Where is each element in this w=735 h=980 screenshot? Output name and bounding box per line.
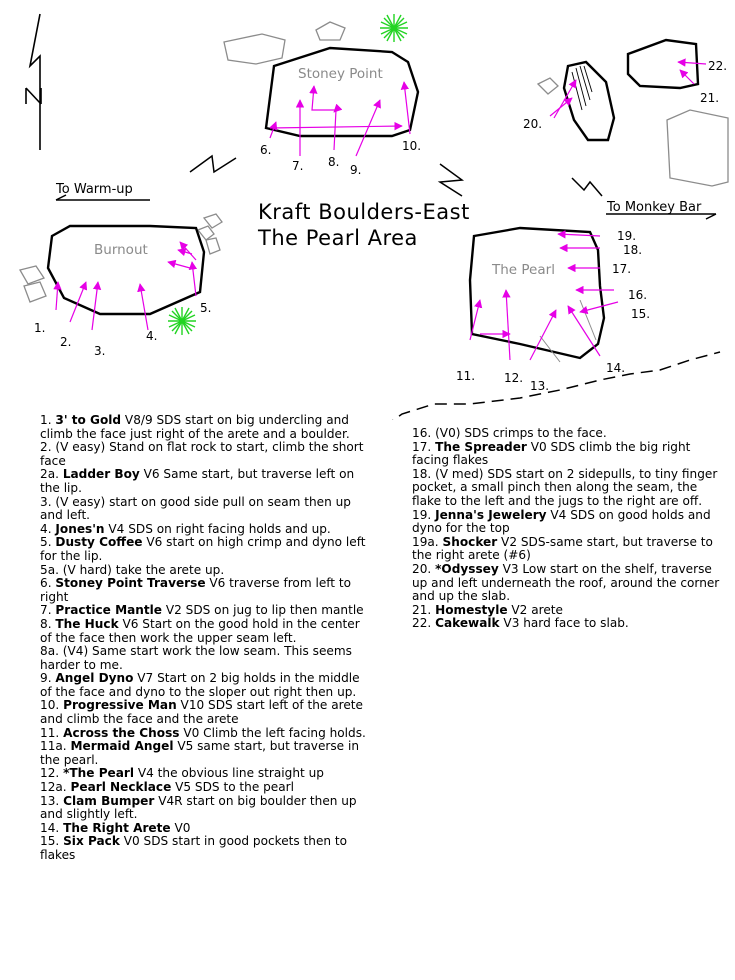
route-entry-desc: V0 Climb the left facing holds. <box>179 725 366 740</box>
cakewalk-boulder <box>628 40 698 88</box>
route-entry <box>412 441 728 468</box>
route-entry <box>40 564 366 578</box>
odyssey-shelf-hatching <box>572 66 592 110</box>
route-entry-name: Clam Bumper <box>63 793 155 808</box>
route-label: 6. <box>260 143 272 157</box>
route-entry-desc: V10 SDS start left of the arete and climb the face and the arete <box>40 698 363 727</box>
route-label: 14. <box>606 361 626 375</box>
route-entry-desc: V0 SDS start in good pockets then to flakes <box>40 834 348 862</box>
route-entry-desc: V6 Start on the good hold in the center of the face then work the upper seam left. <box>40 616 360 645</box>
route-label: 13. <box>530 379 550 393</box>
minor-rocks <box>20 22 728 302</box>
bush-icon <box>380 14 408 42</box>
route-label: 1. <box>34 321 46 335</box>
route-entry-number: 4. <box>40 521 52 536</box>
route-label: 7. <box>292 159 304 173</box>
route-entry-desc: V6 Same start, but traverse left on the lip. <box>40 467 355 495</box>
route-label: 2. <box>60 335 72 349</box>
route-entry <box>40 523 366 537</box>
route-label: 17. <box>612 262 632 276</box>
route-entry-number: 8a. <box>40 644 59 659</box>
bush-icon <box>168 307 196 335</box>
route-entry-name: The Right Arete <box>63 820 171 835</box>
route-entry-name: Shocker <box>442 534 498 549</box>
route-entry-name: Dusty Coffee <box>55 535 143 550</box>
route-entry-desc: V5 SDS to the pearl <box>171 780 294 795</box>
route-entry <box>412 617 728 631</box>
route-label: 21. <box>700 91 720 105</box>
dir-warmup: To Warm-up <box>56 182 133 197</box>
route-entry-desc: (V med) SDS start on 2 sidepulls, to tiny finger pocket, a small pinch then along the seam, the flake to the left and the jugs to the right are off. <box>412 466 718 508</box>
route-label: 10. <box>402 139 422 153</box>
route-entry-desc: (V hard) take the arete up. <box>58 562 225 577</box>
route-entry-number: 19a. <box>412 534 439 549</box>
route-entry <box>40 496 366 523</box>
route-entry <box>412 563 728 604</box>
route-entry <box>40 536 366 563</box>
route-label: 8. <box>328 155 340 169</box>
route-entry-number: 8. <box>40 616 52 631</box>
route-entry-name: Pearl Necklace <box>70 780 172 795</box>
route-entry-number: 12a. <box>40 780 67 795</box>
route-entry-desc: V7 Start on 2 big holds in the middle of the face and dyno to the sloper out right then up. <box>40 671 360 699</box>
route-entry-number: 16. <box>412 426 432 440</box>
route-entry-number: 1. <box>40 413 52 427</box>
route-entry-number: 2a. <box>40 467 59 482</box>
route-label: 12. <box>504 371 524 385</box>
route-entry-number: 5a. <box>40 562 59 577</box>
route-entry <box>40 414 366 441</box>
route-entry-number: 10. <box>40 698 60 713</box>
route-entry-desc: (V easy) Stand on flat rock to start, climb the short face <box>40 440 364 468</box>
route-entry <box>40 727 366 741</box>
route-entry <box>40 740 366 767</box>
route-entry-number: 21. <box>412 602 432 617</box>
boulder-name-burnout: Burnout <box>94 242 148 258</box>
route-entry <box>412 468 728 509</box>
route-entry-name: Mermaid Angel <box>70 739 174 754</box>
route-entry-number: 22. <box>412 616 432 631</box>
route-entry-number: 3. <box>40 494 52 509</box>
route-entry <box>40 699 366 726</box>
route-entry-number: 5. <box>40 535 52 550</box>
odyssey-boulder <box>564 62 614 140</box>
route-entry-name: Angel Dyno <box>55 671 134 686</box>
route-entry-desc: V0 <box>170 820 191 835</box>
route-entry <box>40 468 366 495</box>
route-entry-number: 12. <box>40 766 60 781</box>
route-entry <box>40 618 366 645</box>
route-entry-desc: V8/9 SDS start on big undercling and climb the face just right of the arete and a boulder. <box>40 413 350 441</box>
route-entry-desc: V2 SDS on jug to lip then mantle <box>162 603 364 618</box>
route-label: 18. <box>623 243 643 257</box>
route-entry-desc: V5 same start, but traverse in the pearl. <box>40 739 359 767</box>
route-label: 22. <box>708 59 728 73</box>
route-label: 4. <box>146 329 158 343</box>
stoney-point-boulder <box>266 48 418 136</box>
route-entry-name: Ladder Boy <box>62 467 140 482</box>
route-entry-number: 13. <box>40 793 60 808</box>
route-entry-number: 6. <box>40 576 52 591</box>
route-entry-desc: V4 the obvious line straight up <box>134 766 324 781</box>
route-entry-desc: V3 Low start on the shelf, traverse up and left underneath the roof, around the corner and up the slab. <box>412 561 720 604</box>
route-entry-number: 14. <box>40 820 60 835</box>
route-entry-name: The Spreader <box>435 439 527 454</box>
route-label: 19. <box>617 229 637 243</box>
route-entry-name: Across the Choss <box>63 725 180 740</box>
route-entry <box>40 441 366 468</box>
route-entry-desc: V6 traverse from left to right <box>40 576 352 604</box>
route-entry-desc: V4R start on big boulder then up and slightly left. <box>40 793 357 822</box>
route-entry-number: 7. <box>40 603 52 618</box>
map-subtitle: The Pearl Area <box>258 226 418 250</box>
route-entry <box>40 645 366 672</box>
map-title: Kraft Boulders-East <box>258 200 470 224</box>
boulder-outlines <box>48 40 698 358</box>
route-entry-desc: (V easy) start on good side pull on seam then up and left. <box>40 494 351 523</box>
route-entry-name: Progressive Man <box>63 698 177 713</box>
route-entry <box>412 509 728 536</box>
route-label: 15. <box>631 307 651 321</box>
route-label: 3. <box>94 344 106 358</box>
route-entry-name: 3' to Gold <box>55 413 122 427</box>
route-entry-name: Jenna's Jewelery <box>435 507 547 522</box>
route-entry <box>40 767 366 781</box>
route-entry-number: 19. <box>412 507 432 522</box>
route-entry <box>412 604 728 618</box>
route-label: 5. <box>200 301 212 315</box>
trail-markers <box>56 156 720 420</box>
route-list-right <box>412 427 728 631</box>
route-entry-number: 9. <box>40 671 52 686</box>
route-entry-name: Six Pack <box>63 834 120 849</box>
route-entry <box>40 781 366 795</box>
route-label: 9. <box>350 163 362 177</box>
route-entry-desc: (V0) SDS crimps to the face. <box>431 426 607 440</box>
route-entry <box>40 672 366 699</box>
route-entry-desc: V2 arete <box>507 602 563 617</box>
route-entry-desc: V3 hard face to slab. <box>499 616 629 631</box>
route-entry-number: 17. <box>412 439 432 454</box>
route-entry-name: Homestyle <box>435 602 508 617</box>
route-entry <box>40 822 366 836</box>
route-entry-desc: V4 SDS on good holds and dyno for the top <box>412 507 711 536</box>
route-entry <box>40 604 366 618</box>
route-entry-desc: V6 start on high crimp and dyno left for the lip. <box>40 535 366 563</box>
route-entry-name: Practice Mantle <box>55 603 163 618</box>
route-entry-number: 11. <box>40 725 60 740</box>
dir-monkey-bar: To Monkey Bar <box>607 200 702 215</box>
burnout-boulder <box>48 226 204 314</box>
route-entry-desc: V0 SDS climb the big right facing flakes <box>412 439 691 468</box>
route-entry <box>40 835 366 862</box>
route-label: 16. <box>628 288 648 302</box>
route-entry-name: Cakewalk <box>435 616 500 631</box>
route-entry-number: 15. <box>40 834 60 849</box>
route-entry-name: *The Pearl <box>63 766 135 781</box>
north-arrow-icon <box>26 14 41 150</box>
route-entry-number: 18. <box>412 466 432 481</box>
route-entry-number: 20. <box>412 561 432 576</box>
route-list-left <box>40 414 366 863</box>
route-entry <box>412 427 728 441</box>
boulder-name-stoney: Stoney Point <box>298 66 383 82</box>
route-entry <box>40 577 366 604</box>
boulder-name-pearl: The Pearl <box>492 262 555 278</box>
route-entry-desc: V2 SDS-same start, but traverse to the right arete (#6) <box>412 534 713 563</box>
route-entry-desc: V4 SDS on right facing holds and up. <box>104 521 331 536</box>
route-entry <box>412 536 728 563</box>
route-entry-number: 2. <box>40 440 52 455</box>
route-entry-name: Stoney Point Traverse <box>55 576 206 591</box>
route-label: 11. <box>456 369 476 383</box>
route-entry-desc: (V4) Same start work the low seam. This seems harder to me. <box>40 644 352 672</box>
route-label: 20. <box>523 117 543 131</box>
route-entry-number: 11a. <box>40 739 67 754</box>
route-entry-name: *Odyssey <box>435 561 499 576</box>
route-entry <box>40 795 366 822</box>
route-entry-name: Jones'n <box>55 521 105 536</box>
route-entry-name: The Huck <box>55 616 119 631</box>
